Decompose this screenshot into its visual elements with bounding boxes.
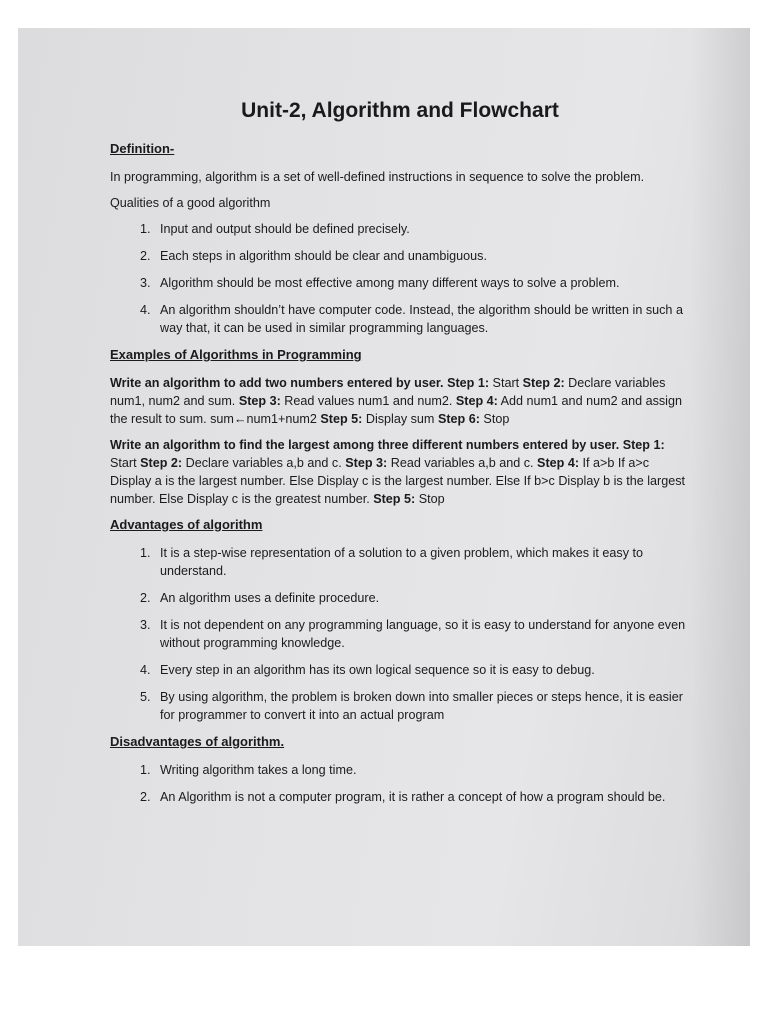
qualities-heading: Qualities of a good algorithm <box>110 196 271 210</box>
step-text: Display sum <box>362 412 438 426</box>
list-item: 4. An algorithm shouldn’t have computer code. Instead, the algorithm should be written in such a way that, it can be used in similar programming languages. <box>154 301 690 337</box>
advantages-heading: Advantages of algorithm <box>110 517 263 532</box>
example-question: Write an algorithm to find the largest among three different numbers entered by user. <box>110 438 620 452</box>
step-text: Read variables a,b and c. <box>387 456 538 470</box>
qualities-list <box>110 220 690 337</box>
step-text: Start <box>489 376 523 390</box>
step-text: Declare variables a,b and c. <box>182 456 346 470</box>
step-text: Read values num1 and num2. <box>280 394 456 408</box>
step-label: Step 5: <box>373 492 416 506</box>
list-item: 2. An algorithm uses a definite procedure. <box>154 589 690 607</box>
document-content <box>110 98 690 815</box>
step-label: Step 6: <box>437 412 480 426</box>
step-text: Stop <box>479 412 510 426</box>
list-item: 1. Writing algorithm takes a long time. <box>154 761 690 779</box>
list-item: 3. It is not dependent on any programming language, so it is easy to understand for anyone even without programming knowledge. <box>154 616 690 652</box>
list-item: 3. Algorithm should be most effective among many different ways to solve a problem. <box>154 274 690 292</box>
list-item: 4. Every step in an algorithm has its own logical sequence so it is easy to debug. <box>154 661 690 679</box>
examples-heading: Examples of Algorithms in Programming <box>110 347 362 362</box>
step-label: Step 1: <box>447 376 490 390</box>
step-label: Step 4: <box>455 394 498 408</box>
step-text: If a>b If a>c Display a is the largest number. Else Display c is the largest number. Else If b>c Display b is the largest number. Else Display c is the greatest number. <box>110 456 686 506</box>
example-question: Write an algorithm to add two numbers entered by user. <box>110 376 444 390</box>
example-add-numbers <box>110 374 690 428</box>
step-label: Step 2: <box>522 376 565 390</box>
step-label: Step 5: <box>320 412 363 426</box>
example-largest-number <box>110 436 690 508</box>
disadvantages-heading: Disadvantages of algorithm. <box>110 734 285 749</box>
definition-heading: Definition- <box>110 141 175 156</box>
advantages-list <box>110 544 690 724</box>
step-text: Declare variables num1, num2 and sum. <box>110 376 666 408</box>
page-shadow <box>690 28 750 946</box>
list-item: 1. Input and output should be defined precisely. <box>154 220 690 238</box>
disadvantages-list <box>110 761 690 806</box>
document-photo <box>18 28 750 946</box>
step-label: Step 3: <box>345 456 388 470</box>
page-title: Unit-2, Algorithm and Flowchart <box>241 99 559 122</box>
list-item: 2. An Algorithm is not a computer program, it is rather a concept of how a program should be. <box>154 788 690 806</box>
list-item: 5. By using algorithm, the problem is broken down into smaller pieces or steps hence, it is easier for programmer to convert it into an actual program <box>154 688 690 724</box>
step-label: Step 1: <box>622 438 665 452</box>
step-text: Stop <box>415 492 445 506</box>
definition-text: In programming, algorithm is a set of well-defined instructions in sequence to solve the problem. <box>110 170 645 184</box>
list-item: 1. It is a step-wise representation of a solution to a given problem, which makes it easy to understand. <box>154 544 690 580</box>
step-label: Step 3: <box>238 394 281 408</box>
step-text: Start <box>110 456 141 470</box>
step-label: Step 2: <box>140 456 183 470</box>
list-item: 2. Each steps in algorithm should be clear and unambiguous. <box>154 247 690 265</box>
step-label: Step 4: <box>537 456 580 470</box>
step-text: Add num1 and num2 and assign the result to sum. sum←num1+num2 <box>110 394 682 426</box>
